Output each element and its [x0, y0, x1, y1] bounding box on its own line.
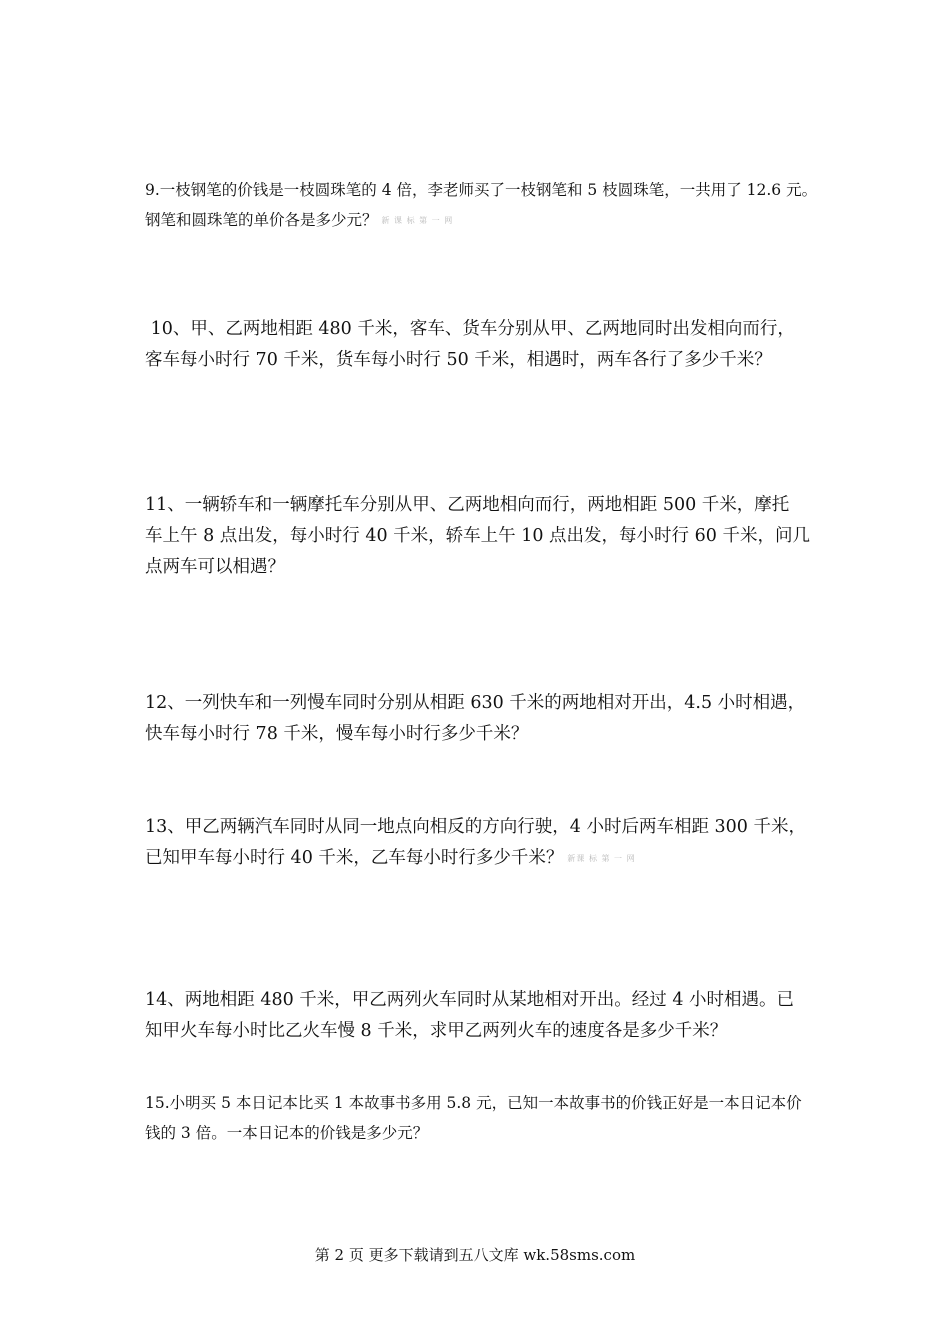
question-9	[145, 175, 865, 236]
question-11-line-3: 点两车可以相遇？	[145, 557, 285, 577]
question-9-line-2	[145, 205, 865, 236]
question-14	[145, 985, 865, 1047]
question-13-line-2-text: 已知甲车每小时行 40 千米，乙车每小时行多少千米？	[145, 848, 564, 868]
question-12	[145, 688, 865, 750]
page-footer: 第 2 页 更多下载请到五八文库 wk.58sms.com	[314, 1246, 636, 1264]
question-13-line-2	[145, 843, 865, 874]
question-13	[145, 812, 865, 874]
question-11-line-2: 车上午 8 点出发，每小时行 40 千米，轿车上午 10 点出发，每小时行 60 千米，问几	[145, 526, 810, 546]
question-14-line-1: 14、两地相距 480 千米，甲乙两列火车同时从某地相对开出。经过 4 小时相遇。已	[145, 990, 795, 1010]
question-15-line-2: 钱的 3 倍。一本日记本的价钱是多少元？	[145, 1124, 429, 1142]
question-13-line-1: 13、甲乙两辆汽车同时从同一地点向相反的方向行驶，4 小时后两车相距 300 千米，	[145, 817, 806, 837]
question-14-line-2: 知甲火车每小时比乙火车慢 8 千米，求甲乙两列火车的速度各是多少千米？	[145, 1021, 728, 1041]
question-15	[145, 1088, 865, 1148]
question-10-line-1: 10、甲、乙两地相距 480 千米，客车、货车分别从甲、乙两地同时出发相向而行，	[145, 319, 795, 339]
question-9-line-2-text: 钢笔和圆珠笔的单价各是多少元？	[145, 211, 378, 229]
question-10-line-2: 客车每小时行 70 千米，货车每小时行 50 千米，相遇时，两车各行了多少千米？	[145, 350, 772, 370]
question-12-line-1: 12、一列快车和一列慢车同时分别从相距 630 千米的两地相对开出，4.5 小时相遇，	[145, 693, 806, 713]
question-11	[145, 490, 865, 583]
watermark-text: 新 课 标 第 一 网	[381, 216, 454, 225]
question-9-line-1: 9.一枝钢笔的价钱是一枝圆珠笔的 4 倍，李老师买了一枝钢笔和 5 枝圆珠笔，一共用了 12.6 元。	[145, 181, 818, 199]
question-11-line-1: 11、一辆轿车和一辆摩托车分别从甲、乙两地相向而行，两地相距 500 千米，摩托	[145, 495, 790, 515]
question-12-line-2: 快车每小时行 78 千米，慢车每小时行多少千米？	[145, 724, 529, 744]
question-15-line-1: 15.小明买 5 本日记本比买 1 本故事书多用 5.8 元，已知一本故事书的价钱正好是一本日记本价	[145, 1094, 802, 1112]
question-10	[145, 314, 865, 376]
watermark-text: 新课 标 第 一 网	[567, 854, 636, 863]
